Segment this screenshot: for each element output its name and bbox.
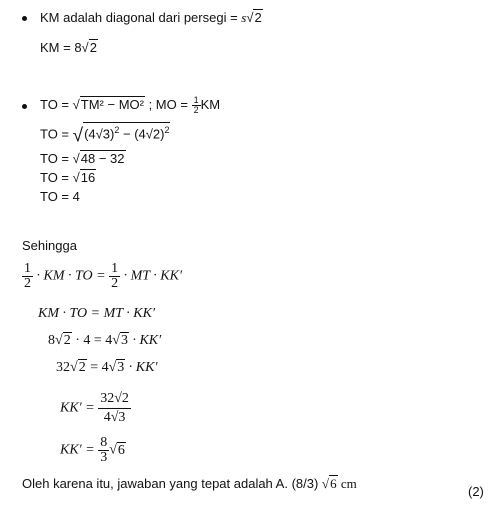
sqrt-sign: √	[321, 476, 330, 491]
to-lhs: TO =	[40, 170, 73, 185]
radicand: 2	[89, 40, 97, 55]
sehingga-heading	[22, 238, 77, 253]
numerator: 8	[100, 435, 108, 450]
to-line-4	[40, 170, 96, 185]
sqrt-sign: √	[55, 333, 63, 348]
denominator: 2	[193, 105, 199, 115]
sqrt-sign: √	[70, 360, 78, 375]
rhs-terms: · MT · KK′	[123, 268, 183, 284]
var-s: s	[241, 10, 247, 25]
sqrt-sign: √	[72, 96, 80, 112]
radicand: 16	[80, 170, 96, 185]
coef-a: 32	[56, 360, 70, 375]
mid-terms: = 4	[86, 360, 109, 375]
radicand: 3	[117, 360, 125, 375]
numerator: 32√2	[98, 390, 131, 409]
math-line-6	[60, 436, 126, 465]
math-line-3	[48, 333, 161, 349]
kk-lhs: KK′ =	[60, 400, 99, 416]
radicand: 2	[63, 333, 71, 348]
kk-lhs: KK′ =	[60, 442, 99, 458]
term-a: (4√3)	[84, 126, 115, 142]
coef-a: 8	[48, 333, 55, 348]
sqrt-sign: √	[72, 170, 80, 185]
denominator: 2	[111, 276, 119, 291]
math-line-1	[22, 262, 182, 291]
math-line-4	[56, 360, 158, 376]
fraction-kk	[98, 390, 131, 427]
kk-term: · KK′	[128, 333, 162, 348]
bullet-2	[22, 104, 27, 109]
sehingga-text: Sehingga	[22, 238, 77, 253]
term-b: (4√2)	[134, 126, 165, 142]
to-line-2	[40, 122, 170, 147]
radicand: TM² − MO²	[80, 96, 144, 112]
sqrt-sign: √	[109, 442, 117, 458]
numerator: 1	[111, 261, 119, 276]
to-line-1	[40, 96, 220, 115]
to-lhs: TO =	[40, 151, 73, 166]
unit: cm	[337, 476, 357, 491]
numerator: 1	[193, 95, 199, 105]
fraction-half-1	[22, 262, 33, 291]
to-result: TO = 4	[40, 189, 80, 204]
denominator: 2	[24, 276, 31, 291]
conclusion-text: Oleh karena itu, jawaban yang tepat adalah A. (8/3)	[22, 476, 322, 491]
half-fraction	[192, 96, 201, 115]
sqrt-sign: √	[246, 10, 254, 25]
big-radicand	[83, 122, 170, 141]
minus: −	[119, 126, 135, 142]
exp-b: 2	[164, 125, 170, 135]
sqrt-sign: √	[81, 40, 89, 55]
sqrt-sign: √	[108, 360, 117, 375]
denominator: 3	[100, 450, 108, 465]
numerator: 1	[24, 261, 31, 276]
fraction-eight-thirds	[98, 436, 109, 465]
math-line-5	[60, 390, 131, 427]
sqrt-sign: √	[72, 151, 80, 166]
kk-term: · KK′	[125, 360, 158, 375]
radicand: 2	[254, 10, 262, 25]
mid-terms: · 4 = 4	[71, 333, 113, 348]
km-term: KM	[200, 96, 221, 112]
to-line-5	[40, 189, 80, 204]
bullet-1	[22, 16, 27, 21]
mo-label: ; MO =	[144, 96, 192, 112]
denominator: 4√3	[103, 410, 126, 425]
to-line-3	[40, 151, 126, 166]
lhs-terms: · KM · TO =	[36, 268, 110, 284]
equation: KM · TO = MT · KK′	[38, 306, 156, 321]
to-lhs: TO =	[40, 126, 73, 142]
page-marker-text: (2)	[468, 484, 484, 499]
radicand: 2	[78, 360, 86, 375]
radicand: 6	[117, 442, 125, 458]
page-marker	[468, 484, 484, 499]
math-line-2	[38, 306, 155, 322]
sqrt-sign: √	[112, 333, 120, 348]
to-lhs: TO =	[40, 96, 73, 112]
statement-km-diagonal	[40, 10, 263, 26]
big-sqrt-sign: √	[72, 125, 84, 147]
radicand: 48 − 32	[80, 151, 125, 166]
statement-text: KM adalah diagonal dari persegi =	[40, 10, 242, 25]
km-value	[40, 40, 98, 55]
conclusion	[22, 476, 357, 492]
radicand: 3	[120, 333, 128, 348]
km-lhs: KM = 8	[40, 40, 82, 55]
exp-a: 2	[114, 125, 120, 135]
fraction-half-2	[109, 262, 120, 291]
radicand: 6	[330, 476, 337, 491]
